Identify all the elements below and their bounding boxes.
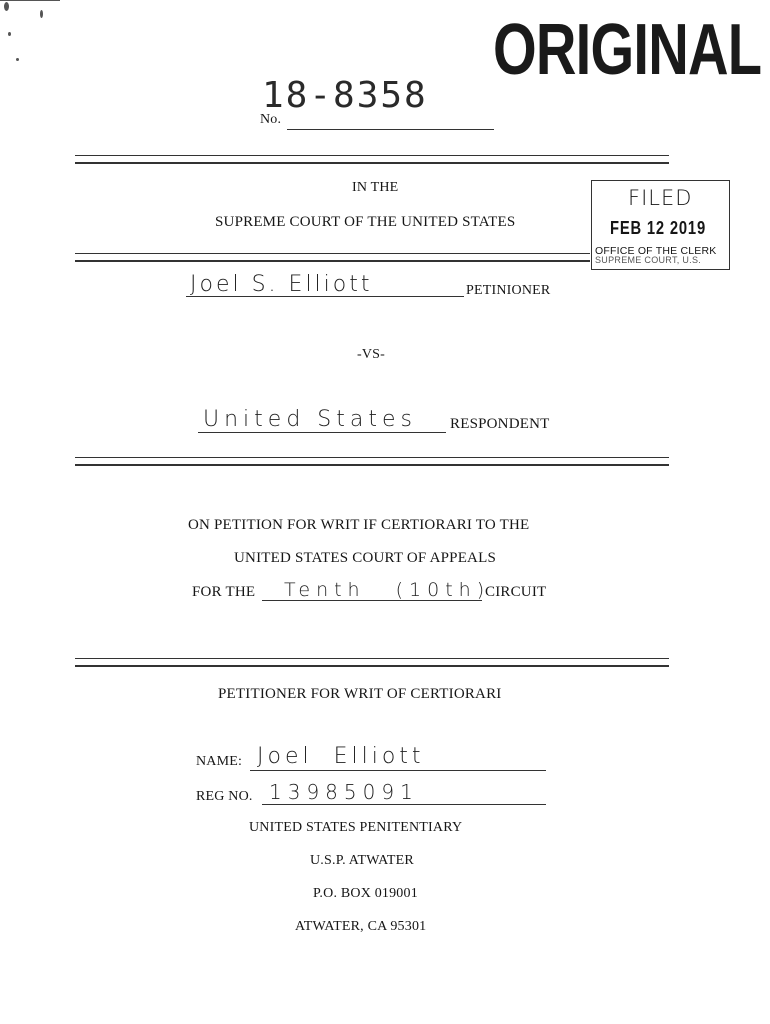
respondent-name: United States [203, 407, 417, 432]
scan-speck [8, 32, 11, 36]
respondent-underline [198, 432, 446, 433]
scan-speck [4, 2, 9, 11]
address-line-2: U.S.P. ATWATER [310, 853, 414, 868]
petitioner-section-title: PETITIONER FOR WRIT OF CERTIORARI [218, 686, 502, 702]
filed-stamp-office: OFFICE OF THE CLERK [595, 245, 717, 257]
original-stamp: ORIGINAL [493, 10, 762, 90]
court-heading: SUPREME COURT OF THE UNITED STATES [215, 214, 516, 230]
address-line-1: UNITED STATES PENITENTIARY [249, 820, 463, 835]
circuit-name: Tenth (10th) [284, 579, 491, 601]
name-value: Joel Elliott [257, 744, 425, 769]
filed-stamp-title: FILED [628, 186, 693, 210]
reg-no-value: 13985091 [269, 780, 419, 804]
for-the-label: FOR THE [192, 584, 256, 600]
scan-edge-mark [0, 0, 60, 1]
scan-speck [16, 58, 19, 61]
respondent-label: RESPONDENT [450, 416, 550, 432]
filed-stamp [591, 180, 730, 270]
case-number: 18-8358 [262, 75, 428, 116]
filed-stamp-date: FEB 12 2019 [610, 218, 707, 238]
address-line-3: P.O. BOX 019001 [313, 886, 418, 901]
reg-no-label: REG NO. [196, 789, 253, 804]
heading-divider [75, 253, 590, 262]
heading-in-the: IN THE [352, 180, 399, 195]
case-number-underline [287, 129, 494, 130]
petition-divider [75, 658, 669, 667]
petitioner-underline [186, 296, 464, 297]
versus-label: -VS- [357, 347, 386, 362]
case-number-label: No. [260, 112, 282, 127]
scan-speck [40, 10, 43, 18]
circuit-label: CIRCUIT [485, 584, 547, 600]
circuit-underline [262, 600, 482, 601]
petitioner-name: Joel S. Elliott [190, 272, 373, 297]
petition-line-1: ON PETITION FOR WRIT IF CERTIORARI TO THE [188, 517, 530, 533]
filed-stamp-court: SUPREME COURT, U.S. [595, 255, 702, 265]
reg-no-underline [262, 804, 546, 805]
petition-line-2: UNITED STATES COURT OF APPEALS [234, 550, 496, 566]
parties-divider [75, 457, 669, 466]
petitioner-label: PETINIONER [466, 283, 551, 298]
top-divider [75, 155, 669, 164]
name-label: NAME: [196, 754, 243, 769]
address-line-4: ATWATER, CA 95301 [295, 919, 427, 934]
name-underline [250, 770, 546, 771]
